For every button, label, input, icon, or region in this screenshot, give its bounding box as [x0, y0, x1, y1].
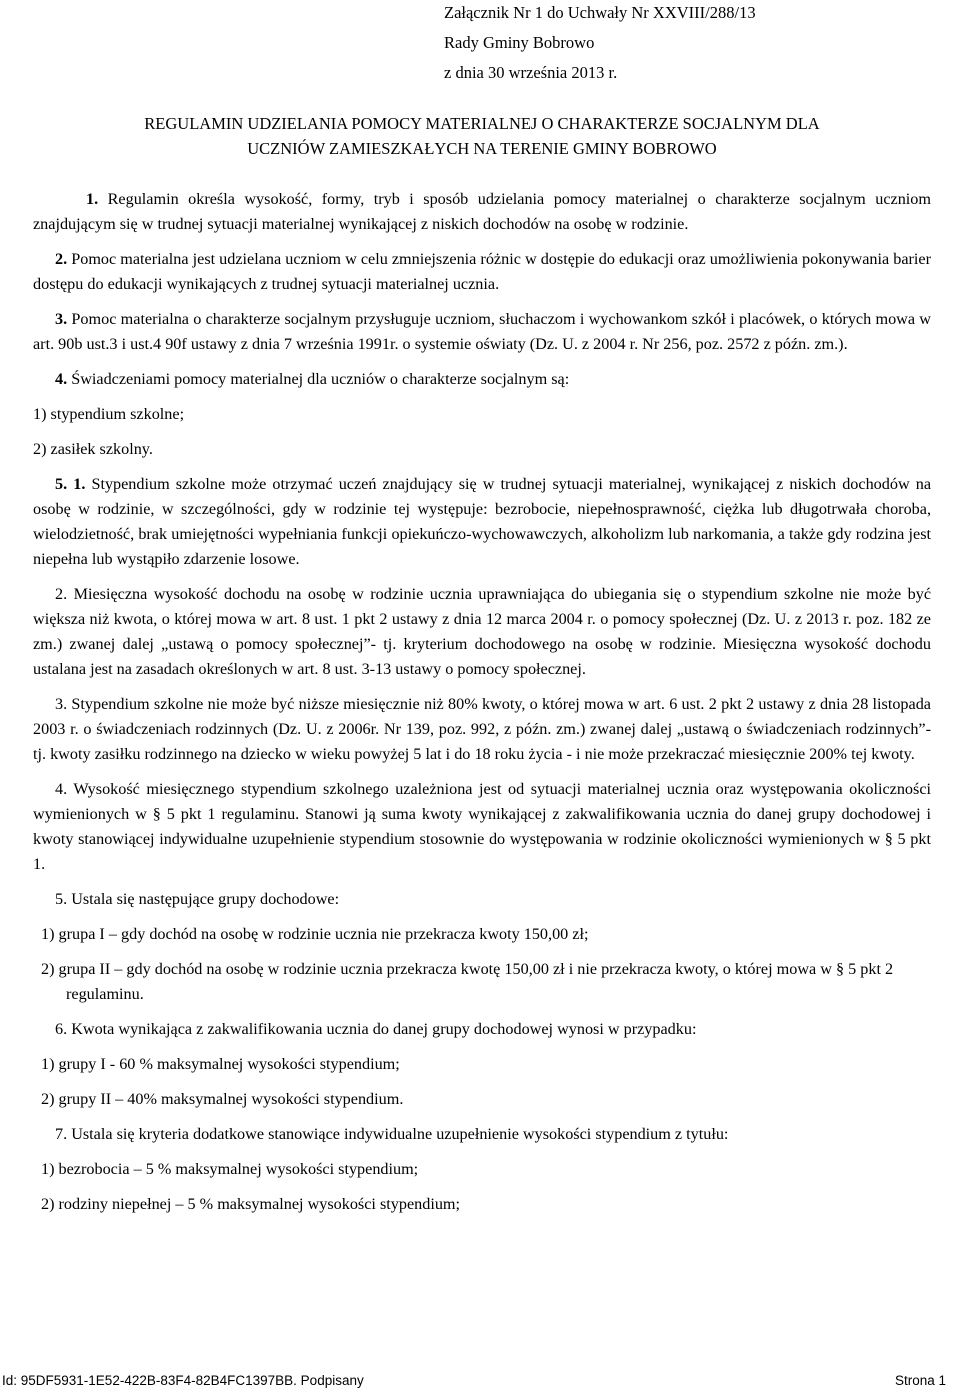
criteria-item-1: 1) bezrobocia – 5 % maksymalnej wysokości stypendium; [41, 1160, 419, 1178]
section-5-paragraph-3: 3. Stypendium szkolne nie może być niższe miesięcznie niż 80% kwoty, o której mowa w art. 6 ust. 2 pkt 2 ustawy z dnia 28 listopada 2003 r. o świadczeniach rodzinnych (Dz. U. z 2006r. Nr 139, poz. 992, z późn. zm.) zwanej dalej „ustawą o świadczeniach rodzinnych”- tj. kwoty zasiłku rodzinnego na dziecko w wieku powyżej 5 lat i do 18 roku życia - i nie może przekraczać miesięcznie 200% tej kwoty. [33, 695, 931, 763]
section-1-number: 1. [86, 190, 99, 208]
section-4-number: 4. [55, 370, 68, 388]
section-5-paragraph-4: 4. Wysokość miesięcznego stypendium szkolnego uzależniona jest od sytuacji materialnej ucznia oraz występowania okoliczności wymienionych w § 5 pkt 1 regulaminu. Stanowi ją suma kwoty wynikającej z zakwalifikowania ucznia do danej grupy dochodowej i kwoty stanowiącej indywidualne uzupełnienie stypendium stosownie do występowania w rodzinie okoliczności wymienionych w § 5 pkt 1. [33, 780, 931, 873]
title-line-2: UCZNIÓW ZAMIESZKAŁYCH NA TERENIE GMINY BOBROWO [247, 139, 717, 158]
attachment-header [444, 0, 931, 90]
section-4-item-1: 1) stypendium szkolne; [33, 405, 185, 423]
income-group-2: 2) grupa II – gdy dochód na osobę w rodzinie ucznia przekracza kwotę 150,00 zł i nie przekracza kwoty, o której mowa w § 5 pkt 2 regulaminu. [41, 960, 894, 1003]
section-3-number: 3. [55, 310, 68, 328]
section-2-number: 2. [55, 250, 68, 268]
section-5-point-1-text: Stypendium szkolne może otrzymać uczeń znajdujący się w trudnej sytuacji materialnej, wynikającej z niskich dochodów na osobę w rodzinie, w szczególności, gdy w rodzinie tej występuje: bezrobocie, niepełnosprawność, ciężka lub długotrwała choroba, wielodzietność, brak umiejętności wypełniania funkcji opiekuńczo-wychowawczych, alkoholizm lub narkomania, a także gdy rodzina jest niepełna lub wystąpiło zdarzenie losowe. [33, 475, 931, 568]
section-4-text: Świadczeniami pomocy materialnej dla uczniów o charakterze socjalnym są: [71, 370, 570, 388]
section-1 [33, 187, 931, 237]
document-title [33, 111, 931, 161]
page-number: Strona 1 [894, 1373, 946, 1388]
header-line-1: Załącznik Nr 1 do Uchwały Nr XXVIII/288/13 [444, 3, 756, 22]
section-4-item-2: 2) zasiłek szkolny. [33, 440, 153, 458]
section-5-paragraph-5: 5. Ustala się następujące grupy dochodowe: [55, 890, 340, 908]
section-5-number: 5. [55, 475, 68, 493]
section-3-text: Pomoc materialna o charakterze socjalnym przysługuje uczniom, słuchaczom i wychowankom szkół i placówek, o których mowa w art. 90b ust.3 i ust.4 90f ustawy z dnia 7 września 1991r. o systemie oświaty (Dz. U. z 2004 r. Nr 256, poz. 2572 z późn. zm.). [33, 310, 932, 353]
section-3 [33, 307, 931, 357]
criteria-item-2: 2) rodziny niepełnej – 5 % maksymalnej wysokości stypendium; [41, 1195, 461, 1213]
section-5-paragraph-2: 2. Miesięczna wysokość dochodu na osobę w rodzinie ucznia uprawniająca do ubiegania się o stypendium szkolne nie może być większa niż kwota, o której mowa w art. 8 ust. 1 pkt 2 ustawy z dnia 12 marca 2004 r. o pomocy społecznej (Dz. U. z 2013 r. poz. 182 ze zm.) zwanej dalej „ustawą o pomocy społecznej”- tj. kryterium dochodowego na osobę w rodzinie. Miesięczna wysokość dochodu ustalana jest na zasadach określonych w art. 8 ust. 3-13 ustawy o pomocy społecznej. [33, 585, 931, 678]
section-2 [33, 247, 931, 297]
section-5-paragraph-6: 6. Kwota wynikająca z zakwalifikowania ucznia do danej grupy dochodowej wynosi w przypadku: [55, 1020, 697, 1038]
title-line-1: REGULAMIN UDZIELANIA POMOCY MATERIALNEJ O CHARAKTERZE SOCJALNYM DLA [144, 114, 820, 133]
section-5-paragraph-7: 7. Ustala się kryteria dodatkowe stanowiące indywidualne uzupełnienie wysokości stypendium z tytułu: [55, 1125, 729, 1143]
section-5-paragraph-1 [33, 472, 931, 572]
header-line-3: z dnia 30 września 2013 r. [444, 63, 618, 82]
document-id: Id: 95DF5931-1E52-422B-83F4-82B4FC1397BB. Podpisany [2, 1373, 364, 1388]
amount-group-2: 2) grupy II – 40% maksymalnej wysokości stypendium. [41, 1090, 404, 1108]
section-2-text: Pomoc materialna jest udzielana uczniom w celu zmniejszenia różnic w dostępie do edukacji oraz umożliwienia pokonywania barier dostępu do edukacji wynikających z trudnej sytuacji materialnej ucznia. [33, 250, 932, 293]
section-1-text: Regulamin określa wysokość, formy, tryb i sposób udzielania pomocy materialnej o charakterze socjalnym uczniom znajdującym się w trudnej sytuacji materialnej wynikającej z niskich dochodów na osobę w rodzinie. [33, 190, 931, 233]
income-group-1: 1) grupa I – gdy dochód na osobę w rodzinie ucznia nie przekracza kwoty 150,00 zł; [41, 925, 589, 943]
section-4 [33, 367, 931, 392]
section-5-point-1-number: 1. [73, 475, 86, 493]
amount-group-1: 1) grupy I - 60 % maksymalnej wysokości stypendium; [41, 1055, 400, 1073]
header-line-2: Rady Gminy Bobrowo [444, 33, 595, 52]
